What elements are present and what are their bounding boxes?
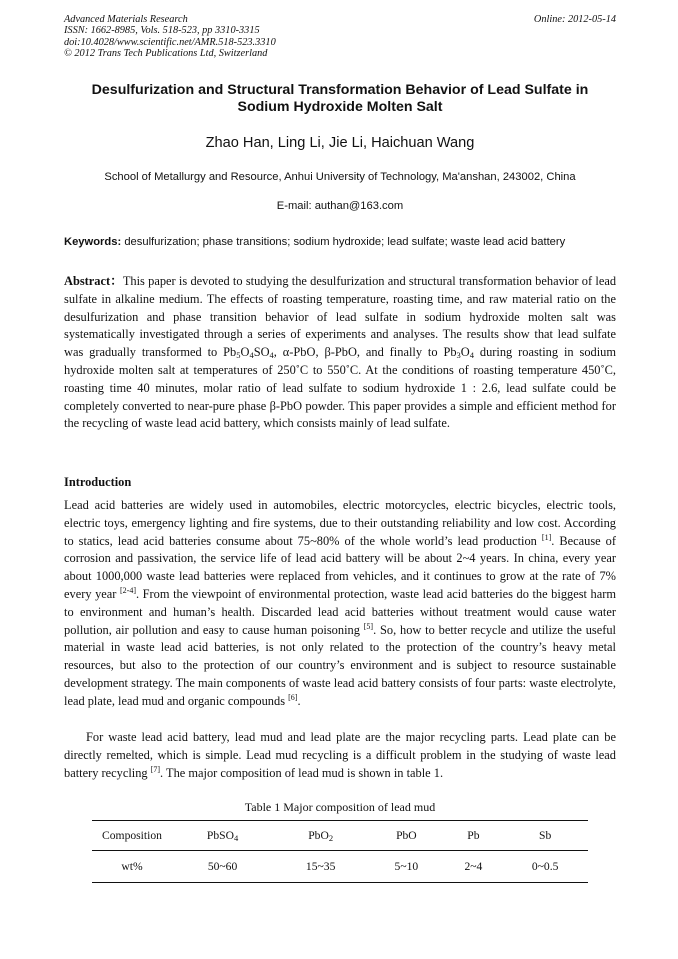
section-heading-introduction: Introduction xyxy=(64,475,132,489)
copyright-line: © 2012 Trans Tech Publications Ltd, Switzerland xyxy=(64,48,268,60)
journal-name: Advanced Materials Research xyxy=(64,14,188,25)
table-header-cell xyxy=(445,821,503,851)
intro-paragraph-2 xyxy=(64,729,616,782)
paragraph-text: . xyxy=(297,693,301,708)
contact-email: E-mail: authan@163.com xyxy=(276,200,404,212)
citation-ref: [7] xyxy=(150,764,161,774)
table-header-cell xyxy=(172,821,273,851)
issn-line: ISSN: 1662-8985, Vols. 518-523, pp 3310-3315 xyxy=(64,25,260,37)
table-header-cell xyxy=(92,821,172,851)
header-text: PbO xyxy=(396,829,417,842)
header-text: Pb xyxy=(467,829,480,842)
paragraph-text: Lead acid batteries are widely used in automobiles, electric motorcycles, electric bicycles, electric tools, electric toys, emergency lighting and fire systems, due to their outstanding reliability and low cost. According to statics, lead acid batteries consume about 75~80% of the whole world’s lead production xyxy=(64,498,616,548)
table-header-cell xyxy=(502,821,588,851)
abstract-label: Abstract： xyxy=(64,274,123,288)
online-date: Online: 2012-05-14 xyxy=(533,14,616,25)
paper-title: Desulfurization and Structural Transformation Behavior of Lead Sulfate in Sodium Hydroxide Molten Salt xyxy=(91,82,589,115)
abstract-text: O xyxy=(460,345,470,360)
doi-line: doi:10.4028/www.scientific.net/AMR.518-523.3310 xyxy=(64,36,276,48)
citation-ref: [6] xyxy=(288,692,298,702)
journal-header xyxy=(64,14,616,60)
subscript: 4 xyxy=(469,350,474,361)
abstract-text: SO xyxy=(253,345,270,360)
paragraph-text: . So, how to better recycle and utilize the useful material in waste lead acid batteries, is not only related to the protection of the country’s heavy metal resources, but also to the protection of our country’s environment and is subject to resource sustainable development strategy. The main components of waste lead acid battery consists of four parts: waste electrolyte, lead plate, lead mud and organic compounds xyxy=(64,622,616,708)
table-header-cell xyxy=(368,821,444,851)
paragraph-text: . The major composition of lead mud is shown in table 1. xyxy=(160,765,444,780)
table-cell: 0~0.5 xyxy=(502,851,588,883)
subscript: 4 xyxy=(233,833,239,843)
table-cell: 15~35 xyxy=(273,851,368,883)
table-cell: 5~10 xyxy=(368,851,444,883)
table-row xyxy=(92,851,588,883)
subscript: 5 xyxy=(236,350,241,361)
abstract xyxy=(64,273,616,433)
keywords-label: Keywords: xyxy=(64,236,122,248)
paragraph-text: . Because of corrosion and passivation, the service life of lead acid battery will be about 2~4 years. In china, every year about 1000,000 waste lead batteries were replaced from vehicles, and it continues to grow at the rate of 7% every year xyxy=(64,533,616,601)
header-text: Composition xyxy=(102,829,162,842)
paragraph-text: . From the viewpoint of environmental protection, waste lead acid batteries do the biggest harm to environment and human’s health. Discarded lead acid batteries without treatment would cause water pollution, air pollution and easy to cause human poisoning xyxy=(64,586,616,637)
subscript: 2 xyxy=(328,833,334,843)
subscript: 4 xyxy=(249,350,254,361)
table-cell: 2~4 xyxy=(445,851,503,883)
table-header-cell xyxy=(273,821,368,851)
affiliation: School of Metallurgy and Resource, Anhui University of Technology, Ma'anshan, 243002, China xyxy=(104,171,576,183)
header-text: PbO xyxy=(308,829,329,842)
header-text: Sb xyxy=(539,829,552,842)
table-cell: 50~60 xyxy=(172,851,273,883)
subscript: 4 xyxy=(269,350,274,361)
abstract-text: during roasting in sodium hydroxide molten salt at temperatures of 250˚C to 550˚C. At the conditions of roasting temperature 450˚C, roasting time 40 minutes, molar ratio of lead sulfate to sodium hydroxide 1 : 2.6, lead sulfate could be completely converted to near-pure phase β-PbO powder. This paper provides a simple and efficient method for the recycling of waste lead acid battery, which consists mainly of lead sulfate. xyxy=(64,345,616,431)
author-list: Zhao Han, Ling Li, Jie Li, Haichuan Wang xyxy=(205,135,475,151)
citation-ref: [5] xyxy=(363,621,374,631)
citation-ref: [1] xyxy=(541,532,552,542)
abstract-text: This paper is devoted to studying the desulfurization and structural transformation behavior of lead sulfate in alkaline medium. The effects of roasting temperature, roasting time, and raw material ratio on the desulfurization and phase transition behavior of lead sulfate in sodium hydroxide molten salt was systematically investigated through a series of experiments and analyses. The results show that lead sulfate was gradually transformed to Pb xyxy=(64,274,617,360)
intro-paragraph-1 xyxy=(64,497,616,711)
table-header-row xyxy=(92,821,588,851)
keywords-text: desulfurization; phase transitions; sodium hydroxide; lead sulfate; waste lead acid battery xyxy=(124,236,566,248)
abstract-text: , α-PbO, β-PbO, and finally to Pb xyxy=(273,345,457,360)
composition-table xyxy=(92,820,588,883)
subscript: 3 xyxy=(456,350,461,361)
abstract-text: O xyxy=(240,345,250,360)
header-text: PbSO xyxy=(206,829,234,842)
table-caption: Table 1 Major composition of lead mud xyxy=(244,800,436,814)
keywords xyxy=(64,234,616,251)
citation-ref: [2-4] xyxy=(119,585,136,595)
paragraph-text: For waste lead acid battery, lead mud and lead plate are the major recycling parts. Lead plate can be directly remelted, which is simple. Lead mud recycling is a difficult problem in the studying of waste lead battery recycling xyxy=(64,730,616,780)
table-row-label: wt% xyxy=(92,851,172,883)
